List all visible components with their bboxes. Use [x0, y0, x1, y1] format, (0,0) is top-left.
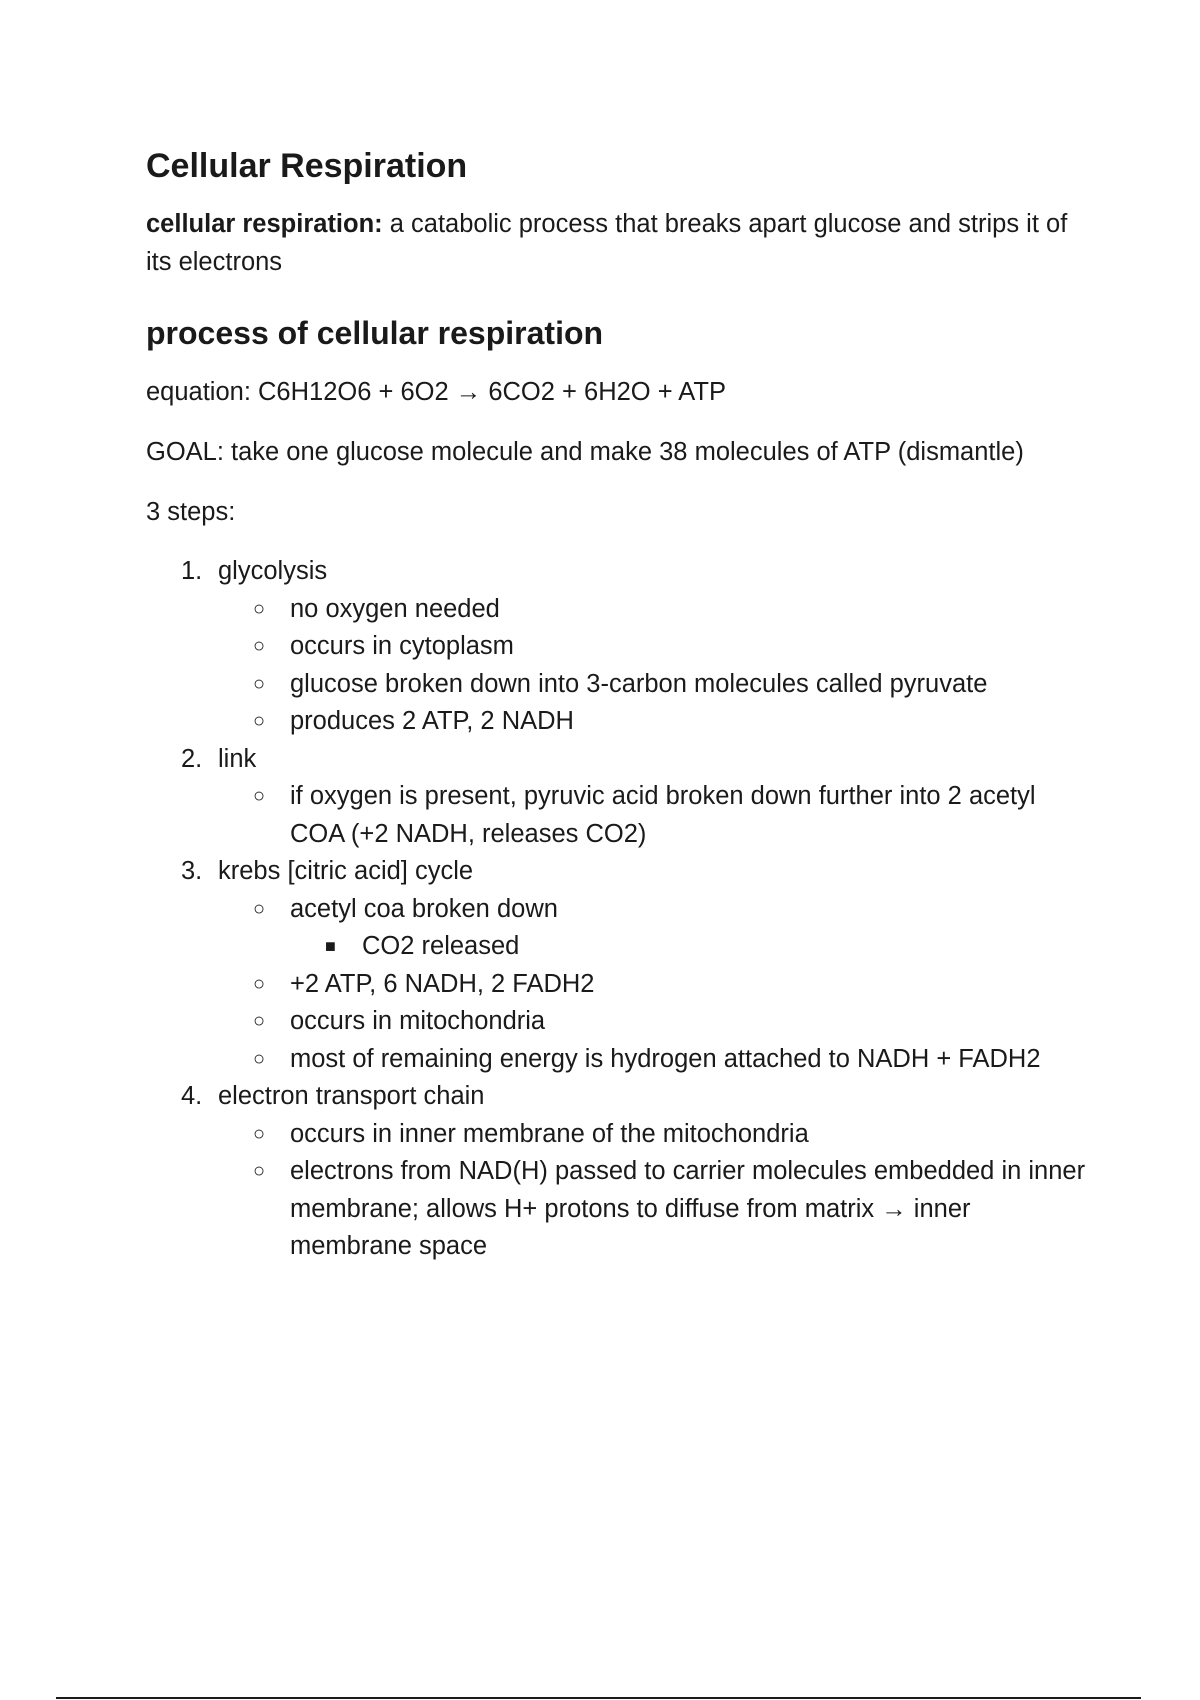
step-sublist	[218, 591, 1086, 741]
step-item	[146, 741, 1086, 854]
hollow-bullet-icon: ○	[253, 785, 266, 807]
list-item-text: occurs in mitochondria	[290, 1007, 546, 1035]
list-item	[218, 966, 1086, 1004]
goal-line: GOAL: take one glucose molecule and make 38 molecules of ATP (dismantle)	[146, 438, 1024, 466]
nested-list-item-text: CO2 released	[362, 932, 520, 960]
step-label: electron transport chain	[218, 1082, 485, 1110]
document-page	[146, 140, 1086, 1266]
section-heading: process of cellular respiration	[146, 315, 604, 351]
page-title: Cellular Respiration	[146, 147, 468, 185]
list-item-text: occurs in cytoplasm	[290, 632, 514, 660]
list-item-text: acetyl coa broken down	[290, 894, 558, 923]
square-bullet-icon: ■	[325, 936, 336, 956]
list-item-text: electrons from NAD(H) passed to carrier molecules embedded in inner membrane; allows H+ protons to diffuse from matrix → inner membrane space	[290, 1157, 1086, 1260]
list-item	[218, 1116, 1086, 1154]
step-number: 3.	[181, 857, 203, 885]
list-item	[218, 703, 1086, 741]
list-item-text: most of remaining energy is hydrogen attached to NADH + FADH2	[290, 1044, 1041, 1073]
step-label: link	[218, 744, 257, 773]
list-item-text: if oxygen is present, pyruvic acid broken down further into 2 acetyl COA (+2 NADH, releases CO2)	[290, 782, 1036, 848]
list-item-text: +2 ATP, 6 NADH, 2 FADH2	[290, 969, 595, 998]
step-number: 1.	[181, 557, 203, 585]
list-item	[218, 891, 1086, 966]
step-item	[146, 553, 1086, 741]
list-item	[218, 628, 1086, 666]
list-item	[218, 666, 1086, 704]
hollow-bullet-icon: ○	[253, 1160, 266, 1182]
definition-text: a catabolic process that breaks apart glucose and strips it of its electrons	[146, 210, 1068, 276]
list-item	[218, 591, 1086, 629]
hollow-bullet-icon: ○	[253, 635, 266, 657]
list-item	[218, 1003, 1086, 1041]
step-number: 4.	[181, 1082, 203, 1110]
steps-list	[146, 553, 1086, 1266]
hollow-bullet-icon: ○	[253, 972, 266, 995]
nested-list-item	[290, 928, 1086, 966]
step-label: glycolysis	[218, 557, 328, 585]
list-item	[218, 1153, 1086, 1266]
step-label: krebs [citric acid] cycle	[218, 857, 474, 885]
footer-divider	[56, 1697, 1141, 1699]
nested-sublist	[290, 928, 1086, 966]
hollow-bullet-icon: ○	[253, 710, 266, 732]
step-number: 2.	[181, 744, 203, 773]
hollow-bullet-icon: ○	[253, 1122, 266, 1145]
list-item-text: produces 2 ATP, 2 NADH	[290, 707, 574, 735]
list-item-text: glucose broken down into 3-carbon molecules called pyruvate	[290, 669, 988, 698]
list-item	[218, 1041, 1086, 1079]
hollow-bullet-icon: ○	[253, 1047, 266, 1070]
definition-paragraph	[146, 205, 1086, 281]
list-item-text: no oxygen needed	[290, 594, 500, 623]
step-sublist	[218, 1116, 1086, 1266]
step-item	[146, 1078, 1086, 1266]
step-item	[146, 853, 1086, 1078]
list-item-text: occurs in inner membrane of the mitochondria	[290, 1119, 809, 1148]
hollow-bullet-icon: ○	[253, 597, 266, 620]
hollow-bullet-icon: ○	[253, 1010, 266, 1032]
list-item	[218, 778, 1086, 853]
equation-line: equation: C6H12O6 + 6O2 → 6CO2 + 6H2O + ATP	[146, 378, 726, 406]
hollow-bullet-icon: ○	[253, 897, 266, 920]
definition-term: cellular respiration:	[146, 210, 383, 238]
hollow-bullet-icon: ○	[253, 672, 266, 695]
step-sublist	[218, 891, 1086, 1079]
steps-label: 3 steps:	[146, 498, 236, 526]
step-sublist	[218, 778, 1086, 853]
